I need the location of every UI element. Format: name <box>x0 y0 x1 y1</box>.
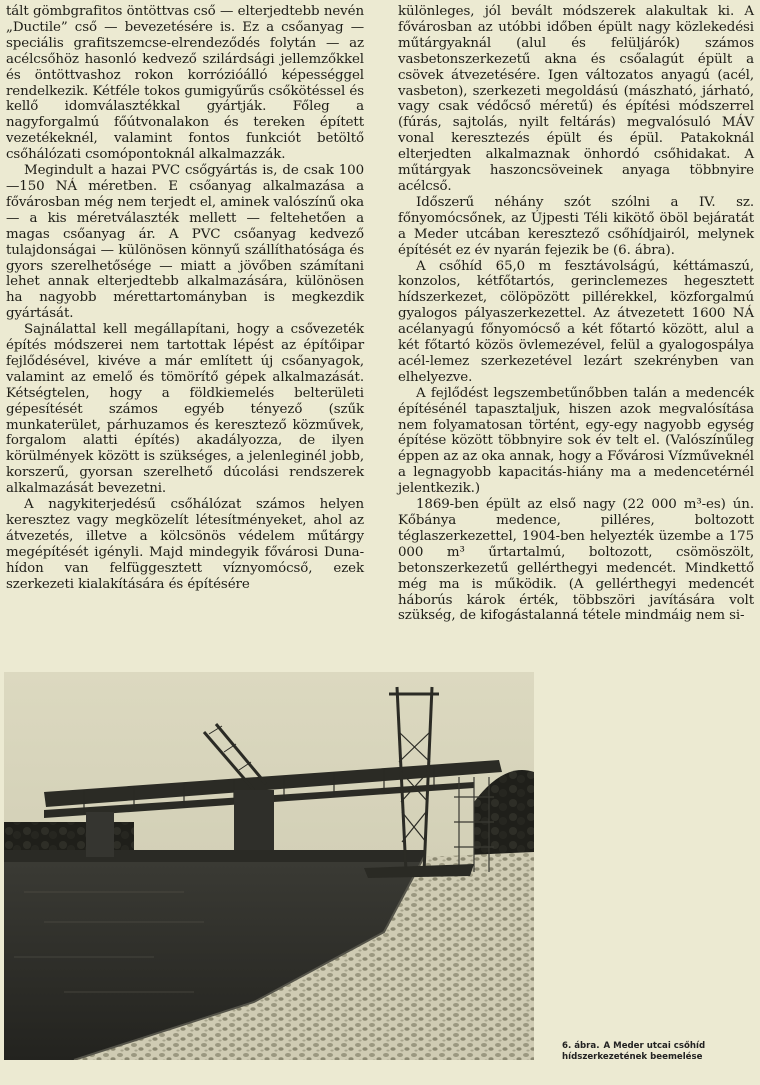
paragraph: 1869-ben épült az első nagy (22 000 m³-es) ún. Kőbánya medence, pilléres, boltozott téglaszerkezettel, 1904-ben helyezték üzembe a 175 000 m³ űrtartalmú, boltozott, csömöszölt, betonszerkezetű gellérthegyi medencét. Mindkettő még ma is működik. (A gellérthegyi medencét háborús károk érték, többszöri javítására volt szükség, de kifogástalanná tétele mindmáig nem si- <box>398 497 754 624</box>
figure-caption <box>562 1041 752 1063</box>
paragraph: Megindult a hazai PVC csőgyártás is, de csak 100—150 NÁ méretben. E csőanyag alkalmazása a fővárosban még nem terjedt el, aminek valószínű oka — a kis méretválaszték mellett — feltehetően a magas csőanyag ár. A PVC csőanyag kedvező tulajdonságai — különösen könnyű szállíthatósága és gyors szerelhetősége — miatt a jövőben számítani lehet annak elterjedtebb alkalmazására, különösen ha nagyobb mérettartományban is megkezdik gyártását. <box>6 163 364 322</box>
paragraph: A nagykiterjedésű csőhálózat számos helyen keresztez vagy megközelít létesítményeket, ahol az átvezetés, illetve a kölcsönös védelem műtárgy megépítését igényli. Majd mindegyik fővárosi Duna-hídon van felfüggesztett víznyomócső, ezek szerkezeti kialakítására és építésére <box>6 497 364 592</box>
paragraph: különleges, jól bevált módszerek alakultak ki. A fővárosban az utóbbi időben épült nagy közlekedési műtárgyaknál (alul és felüljárók) számos vasbetonszerkezetű akna és csőalagút épült a csövek átvezetésére. Igen változatos anyagú (acél, vasbeton), szerkezeti megoldású (mászható, járható, vagy csak védőcső méretű) és építési módszerrel (fúrás, sajtolás, nyilt feltárás) megvalósuló MÁV vonal keresztezés épült és épül. Patakoknál elterjedten alkalmaznak önhordó csőhidakat. A műtárgyak haszoncsöveinek anyaga többnyire acélcső. <box>398 4 754 194</box>
paragraph: tált gömbgrafitos öntöttvas cső — elterjedtebb nevén „Ductile” cső — bevezetésére is. Ez a csőanyag — speciális grafitszemcse-elrendeződés folytán — az acélcsőhöz hasonló kedvező szilárdsági jellemzőkkel és öntöttvashoz rokon korrózióálló képességgel rendelkezik. Kétféle tokos gumigyűrűs csőkötéssel és kellő idomválasztékkal gyártják. Főleg a nagyforgalmú főútvonalakon és tereken épített vezetékeknél, valamint fontos funkciót betöltő csőhálózati csomópontoknál alkalmazzák. <box>6 4 364 163</box>
bridge-photo <box>4 672 534 1060</box>
paragraph: A fejlődést legszembetűnőbben talán a medencék építésénél tapasztaljuk, hiszen azok megvalósítása nem folyamatosan történt, egy-egy nagyobb egység építése között többnyire sok év telt el. (Valószínűleg éppen az az oka annak, hogy a Fővárosi Vízműveknél a legnagyobb kapacitás-hiány ma a medencetérnél jelentkezik.) <box>398 385 754 497</box>
text-column-right <box>398 4 754 624</box>
paragraph: A csőhíd 65,0 m fesztávolságú, kéttámaszú, konzolos, kétfőtartós, gerinclemezes hegesztett hídszerkezet, cölöpözött pillérekkel, közforgalmú gyalogos pályaszerkezettel. Az átvezetett 1600 NÁ acélanyagú főnyomócső a két főtartó között, alul a két főtartó közös övlemezével, felül a gyalogospálya acél-lemez szerkezetével lezárt szekrényben van elhelyezve. <box>398 258 754 385</box>
figure-caption-label: 6. ábra. <box>562 1041 600 1051</box>
figure-caption-text: A Meder utcai csőhíd hídszerkezetének beemelése <box>562 1041 706 1062</box>
paragraph: Sajnálattal kell megállapítani, hogy a csővezeték építés módszerei nem tartottak lépést az építőipar fejlődésével, kivéve a már említett új csőanyagok, valamint az emelő és tömörítő gépek alkalmazását. Kétségtelen, hogy a földkiemelés belterületi gépesítését számos egyéb tényező (szűk munkaterület, párhuzamos és keresztező közművek, forgalom alatti építés) akadályozza, de ilyen körülmények között is szükséges, a jelenleginél jobb, korszerű, gyorsan szerelhető dúcolási rendszerek alkalmazását bevezetni. <box>6 322 364 497</box>
paragraph: Időszerű néhány szót szólni a IV. sz. főnyomócsőnek, az Újpesti Téli kikötő öböl bejáratát a Meder utcában keresztező csőhídjairól, melynek építését ez év nyarán fejezik be (6. ábra). <box>398 194 754 258</box>
text-column-left <box>6 4 364 593</box>
